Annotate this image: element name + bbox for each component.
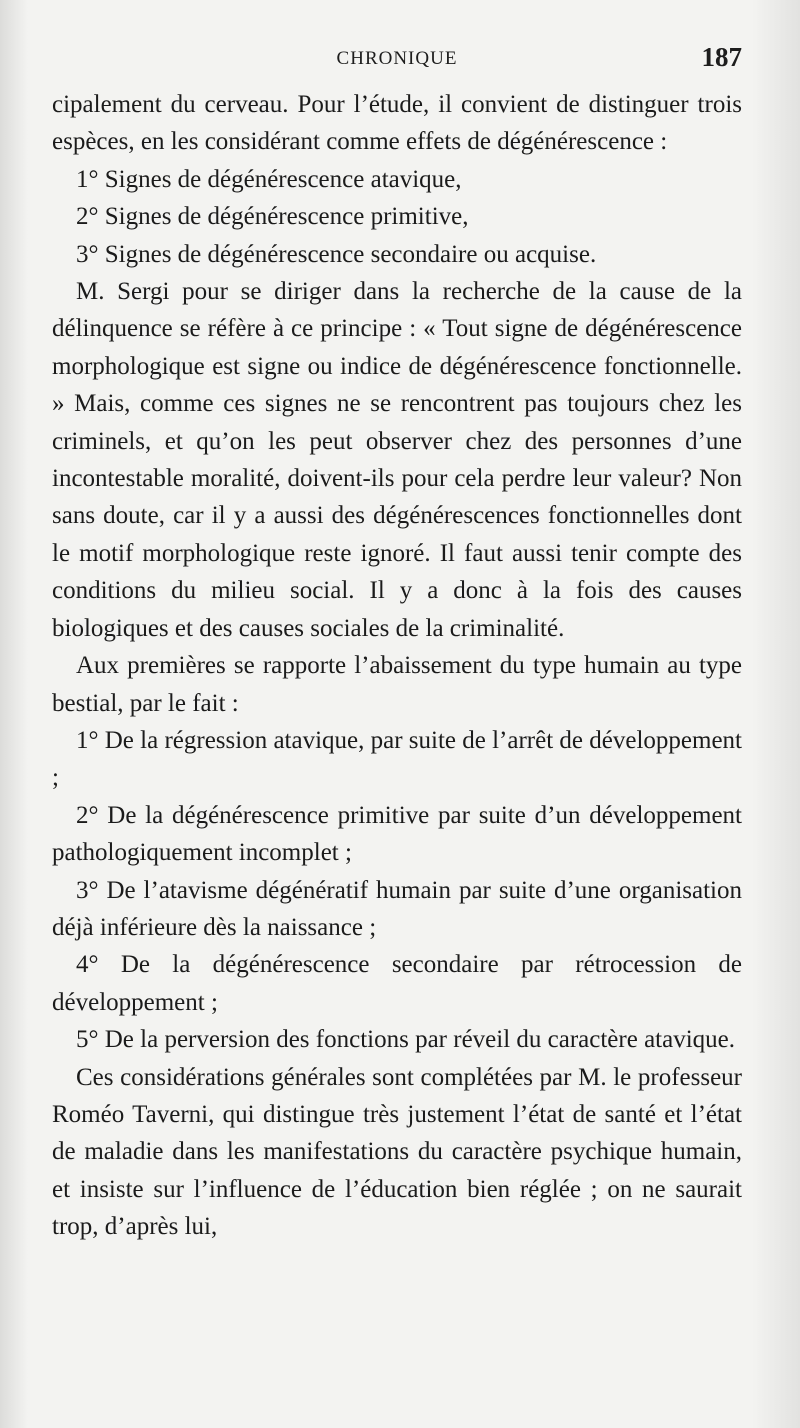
list-item-signs-2: 2° Signes de dégénérescence primitive, [76,203,469,231]
list-item-signs-1: 1° Signes de dégénérescence atavique, [76,165,462,193]
list-item-causes-3: 3° De l’atavisme dégénératif humain par suite d’une organisation déjà inférieure dès la naissance ; [52,876,742,941]
list-item-causes-1: 1° De la régression atavique, par suite de l’arrêt de développement ; [52,726,742,792]
list-item-signs-3: 3° Signes de dégénérescence secondaire ou acquise. [76,240,597,268]
paragraph-continuation: cipalement du cerveau. Pour l’étude, il convient de distinguer trois espèces, en les considérant comme effets de dégénérescence : [52,91,742,156]
paragraph-premieres: Aux premières se rapporte l’abaissement du type humain au type bestial, par le fait : [52,652,742,717]
page-gutter-shadow [0,0,28,1428]
page-edge-shadow [752,0,800,1428]
list-item-causes-4: 4° De la dégénérescence secondaire par rétrocession de développement ; [52,951,742,1016]
list-item-causes-2: 2° De la dégénérescence primitive par suite d’un développement pathologiquement incomplet ; [52,801,742,867]
page-body [52,86,742,1246]
page-number: 187 [701,42,742,72]
list-item-causes-5: 5° De la perversion des fonctions par réveil du caractère atavique. [76,1026,736,1054]
page-header [52,40,742,80]
paragraph-sergi: M. Sergi pour se diriger dans la recherche de la cause de la délinquence se réfère à ce principe : « Tout signe de dégénérescence morphologique est signe ou indice de dégénérescence fonctionnelle. » Mais, comme ces signes ne se rencontrent pas toujours chez les criminels, et qu’on les peut observer chez des personnes d’une incontestable moralité, doivent-ils pour cela perdre leur valeur? Non sans doute, car il y a aussi des dégénérescences fonctionnelles dont le motif morphologique reste ignoré. Il faut aussi tenir compte des conditions du milieu social. Il y a donc à la fois des causes biologiques et des causes sociales de la criminalité. [52,278,742,642]
running-head: CHRONIQUE [336,48,458,69]
paragraph-taverni: Ces considérations générales sont complétées par M. le professeur Roméo Taverni, qui distingue très justement l’état de santé et l’état de maladie dans les manifestations du caractère psychique humain, et insiste sur l’influence de l’éducation bien réglée ; on ne saurait trop, d’après lui, [52,1063,742,1241]
